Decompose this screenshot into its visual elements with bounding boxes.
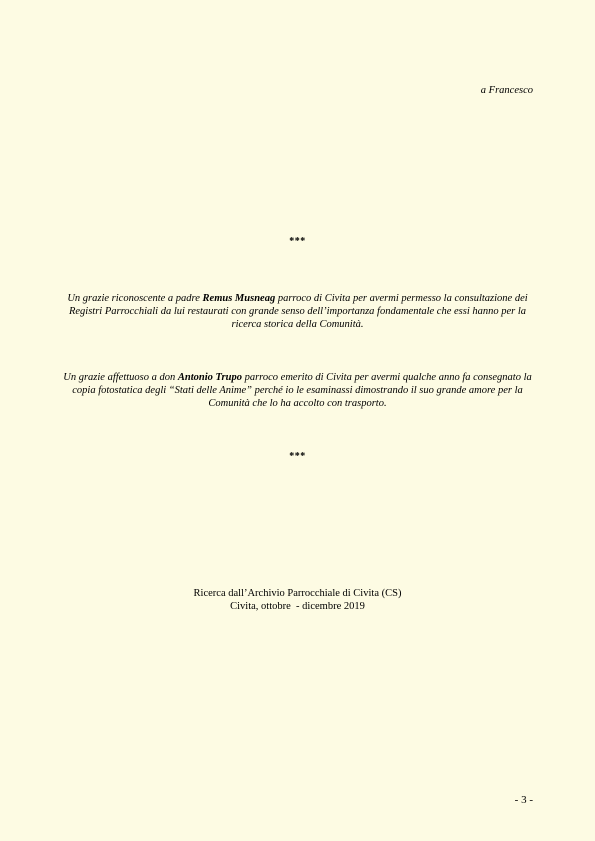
research-date: Civita, ottobre - dicembre 2019: [230, 600, 365, 612]
research-info: [0, 588, 595, 613]
thanks-1-intro: Un grazie riconoscente a padre: [67, 293, 203, 304]
thanks-paragraph-1: [58, 292, 537, 331]
thanks-2-intro: Un grazie affettuoso a don: [63, 372, 178, 383]
thanks-1-text: parroco di Civita per avermi permesso la consultazione dei Registri Parrocchiali da lui restaurati con grande senso dell’importanza fondamentale che essi hanno per la ricerca storica della Comunità.: [68, 293, 528, 330]
page-number: - 3 -: [514, 794, 533, 806]
research-source: Ricerca dall’Archivio Parrocchiale di Civita (CS): [193, 588, 402, 599]
separator-top: ***: [289, 236, 306, 247]
thanks-1-name: Remus Musneag: [202, 293, 276, 304]
thanks-2-text: parroco emerito di Civita per avermi qualche anno fa consegnato la copia fotostatica degli “Stati delle Anime” perché io le esaminassi dimostrando il suo grande amore per la Comunità che lo ha accolto con trasporto.: [72, 372, 532, 409]
thanks-paragraph-2: [58, 371, 537, 410]
thanks-2-name: Antonio Trupo: [177, 372, 242, 383]
separator-bottom: ***: [289, 451, 306, 462]
dedication: a Francesco: [480, 85, 533, 96]
